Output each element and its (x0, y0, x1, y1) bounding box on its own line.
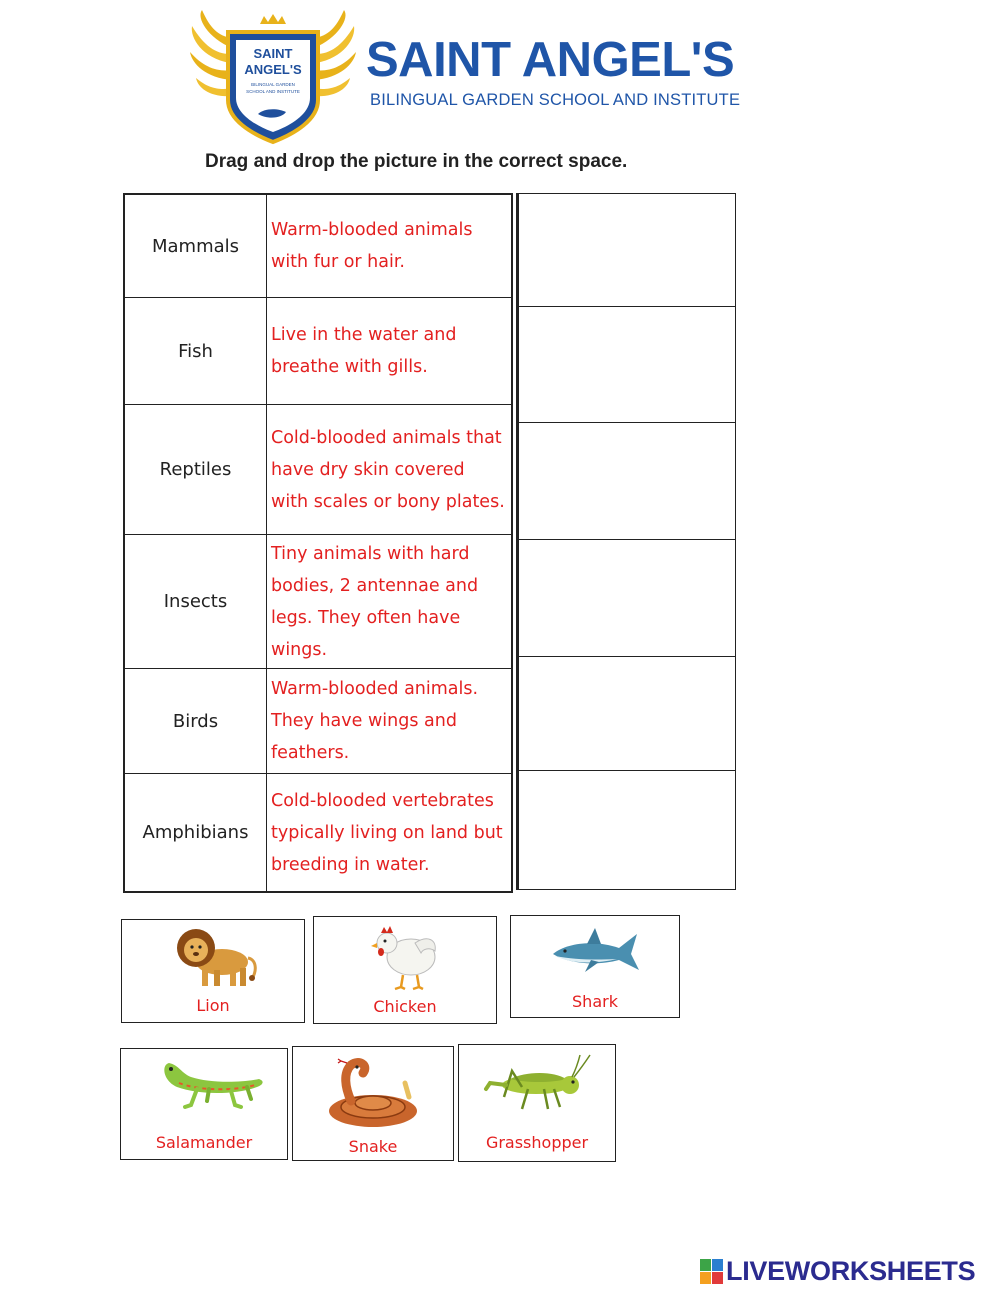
liveworksheets-text: LIVEWORKSHEETS (726, 1256, 976, 1286)
animal-label: Chicken (373, 997, 437, 1016)
liveworksheets-logo-icon (700, 1259, 724, 1285)
animal-label: Grasshopper (485, 1133, 589, 1152)
class-description: Live in the water and breathe with gills. (271, 325, 457, 377)
animal-label: Lion (196, 996, 230, 1015)
shark-icon (547, 924, 643, 980)
drop-zone-insects[interactable] (519, 540, 735, 657)
class-name: Amphibians (125, 774, 267, 891)
class-description: Tiny animals with hard bodies, 2 antennae and legs. They often have wings. (271, 543, 479, 660)
class-name: Reptiles (125, 405, 267, 534)
grasshopper-icon (482, 1051, 592, 1121)
animal-label: Snake (348, 1137, 398, 1156)
salamander-icon (139, 1055, 269, 1121)
drop-zone-column (516, 193, 736, 890)
instructions: Drag and drop the picture in the correct space. (205, 151, 628, 172)
class-name: Mammals (125, 195, 267, 297)
liveworksheets-brand[interactable] (700, 1256, 975, 1287)
animal-card-shark[interactable] (510, 915, 680, 1018)
school-name: SAINT ANGEL'S (366, 33, 735, 87)
drop-zone-fish[interactable] (519, 307, 735, 423)
table-row-amphibians (125, 774, 511, 891)
drop-zone-birds[interactable] (519, 657, 735, 771)
svg-text:SAINT: SAINT (253, 46, 293, 61)
chicken-icon (365, 921, 445, 991)
table-row-insects (125, 535, 511, 669)
animal-card-snake[interactable] (292, 1046, 454, 1161)
svg-text:SCHOOL AND INSTITUTE: SCHOOL AND INSTITUTE (246, 89, 300, 94)
school-subtitle: BILINGUAL GARDEN SCHOOL AND INSTITUTE (370, 91, 741, 109)
animal-card-salamander[interactable] (120, 1048, 288, 1160)
class-name: Birds (125, 669, 267, 773)
class-name: Fish (125, 298, 267, 404)
animal-card-lion[interactable] (121, 919, 305, 1023)
animal-label: Shark (572, 992, 618, 1011)
animal-card-grasshopper[interactable] (458, 1044, 616, 1162)
table-row-birds (125, 669, 511, 774)
class-description: Warm-blooded animals with fur or hair. (271, 220, 473, 272)
svg-text:ANGEL'S: ANGEL'S (244, 62, 302, 77)
table-row-fish (125, 298, 511, 405)
snake-icon (321, 1053, 425, 1133)
class-description: Cold-blooded vertebrates typically living on land but breeding in water. (271, 790, 503, 875)
animal-label: Salamander (155, 1133, 253, 1152)
drop-zone-reptiles[interactable] (519, 423, 735, 540)
school-logo (188, 8, 358, 148)
lion-icon (168, 924, 258, 990)
drop-zone-mammals[interactable] (519, 194, 735, 307)
table-row-mammals (125, 195, 511, 298)
school-crest-icon (188, 8, 358, 148)
svg-text:BILINGUAL GARDEN: BILINGUAL GARDEN (251, 82, 295, 87)
animal-card-chicken[interactable] (313, 916, 497, 1024)
drop-zone-amphibians[interactable] (519, 771, 735, 889)
class-description: Warm-blooded animals. They have wings and feathers. (271, 679, 479, 763)
classification-table (123, 193, 513, 893)
class-description: Cold-blooded animals that have dry skin covered with scales or bony plates. (271, 427, 505, 512)
class-name: Insects (125, 535, 267, 668)
table-row-reptiles (125, 405, 511, 535)
